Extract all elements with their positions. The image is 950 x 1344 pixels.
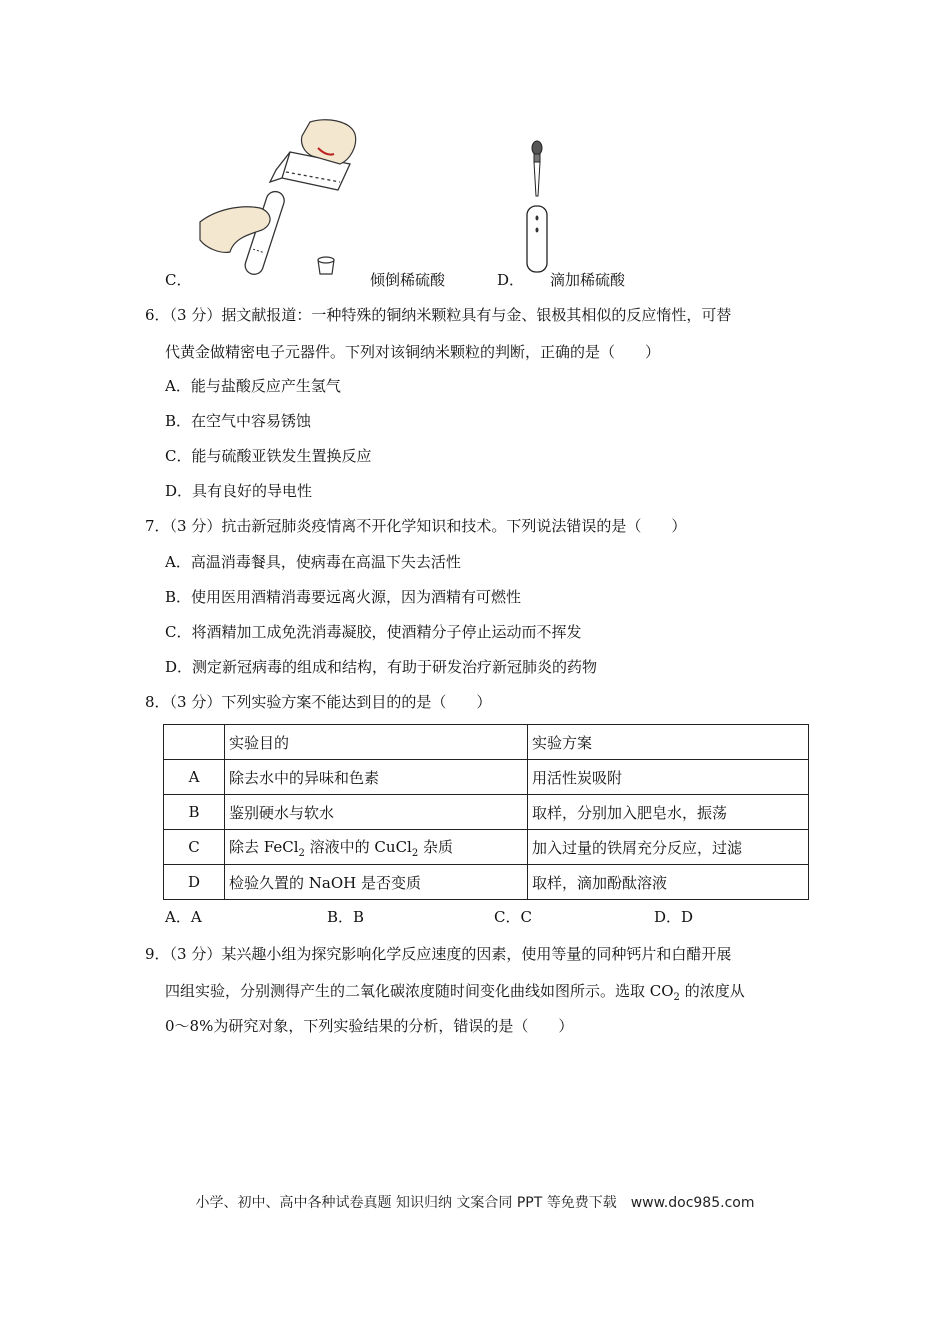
- q7-stem: 7．（3 分）抗击新冠肺炎疫情离不开化学知识和技术。下列说法错误的是（ ）: [145, 517, 687, 535]
- q8-answer-b: B．B: [327, 908, 365, 926]
- q8-answer-d: D．D: [654, 908, 694, 926]
- row-plan: 加入过量的铁屑充分反应，过滤: [528, 830, 809, 865]
- pouring-illustration: [190, 112, 360, 284]
- q5-option-d-letter: D．: [497, 271, 525, 289]
- q5-option-c-letter: C．: [165, 271, 192, 289]
- row-label: D: [164, 865, 225, 900]
- q5-option-c-caption: 倾倒稀硫酸: [370, 271, 446, 289]
- row-plan: 取样，分别加入肥皂水，振荡: [528, 795, 809, 830]
- experiment-table: [163, 724, 809, 900]
- row-purpose: 检验久置的 NaOH 是否变质: [225, 865, 528, 900]
- row-plan: 用活性炭吸附: [528, 760, 809, 795]
- table-header-purpose: 实验目的: [225, 725, 528, 760]
- q6-option-c: C．能与硫酸亚铁发生置换反应: [165, 447, 372, 465]
- q6-stem-line1: 6．（3 分）据文献报道：一种特殊的铜纳米颗粒具有与金、银极其相似的反应惰性，可替: [145, 306, 732, 324]
- q6-option-d: D．具有良好的导电性: [165, 482, 313, 500]
- q9-line2: [165, 981, 745, 1008]
- page-footer: 小学、初中、高中各种试卷真题 知识归纳 文案合同 PPT 等免费下载 www.doc985.com: [195, 1195, 755, 1211]
- table-header-plan: 实验方案: [528, 725, 809, 760]
- q6-option-b: B．在空气中容易锈蚀: [165, 412, 312, 430]
- q6-option-a: A．能与盐酸反应产生氢气: [165, 377, 341, 395]
- q9-line1: 9．（3 分）某兴趣小组为探究影响化学反应速度的因素，使用等量的同种钙片和白醋开展: [145, 945, 732, 963]
- q9-line2-b: 的浓度从: [679, 982, 745, 1000]
- q8-answer-a: A．A: [165, 908, 202, 926]
- subscript: 2: [673, 992, 680, 1003]
- q7-option-c: C．将酒精加工成免洗消毒凝胶，使酒精分子停止运动而不挥发: [165, 623, 582, 641]
- q9-line2-a: 四组实验，分别测得产生的二氧化碳浓度随时间变化曲线如图所示。选取 CO: [165, 982, 674, 1000]
- q6-stem-line2: 代黄金做精密电子元器件。下列对该铜纳米颗粒的判断，正确的是（ ）: [165, 343, 661, 361]
- table-row: [164, 865, 809, 900]
- purpose-part: 溶液中的 CuCl: [304, 837, 412, 856]
- table-row: [164, 760, 809, 795]
- q5-option-d-caption: 滴加稀硫酸: [550, 271, 626, 289]
- q8-answer-c: C．C: [494, 908, 532, 926]
- table-row: [164, 830, 809, 865]
- table-header-blank: [164, 725, 225, 760]
- row-plan: 取样，滴加酚酞溶液: [528, 865, 809, 900]
- row-purpose: 鉴别硬水与软水: [225, 795, 528, 830]
- row-purpose: 除去水中的异味和色素: [225, 760, 528, 795]
- q8-stem: 8．（3 分）下列实验方案不能达到目的的是（ ）: [145, 693, 492, 711]
- q9-line3: 0～8%为研究对象，下列实验结果的分析，错误的是（ ）: [165, 1017, 574, 1035]
- row-label: B: [164, 795, 225, 830]
- purpose-part: 除去 FeCl: [229, 837, 299, 856]
- row-label: A: [164, 760, 225, 795]
- q7-option-b: B．使用医用酒精消毒要远离火源，因为酒精有可燃性: [165, 588, 522, 606]
- q7-option-d: D．测定新冠病毒的组成和结构，有助于研发治疗新冠肺炎的药物: [165, 658, 598, 676]
- q7-option-a: A．高温消毒餐具，使病毒在高温下失去活性: [165, 553, 461, 571]
- row-label: C: [164, 830, 225, 865]
- table-header-row: [164, 725, 809, 760]
- dropper-illustration: [520, 140, 560, 280]
- table-row: [164, 795, 809, 830]
- subscript: 2: [298, 847, 305, 859]
- purpose-part: 杂质: [418, 837, 453, 856]
- row-purpose: [225, 830, 528, 865]
- subscript: 2: [411, 847, 419, 859]
